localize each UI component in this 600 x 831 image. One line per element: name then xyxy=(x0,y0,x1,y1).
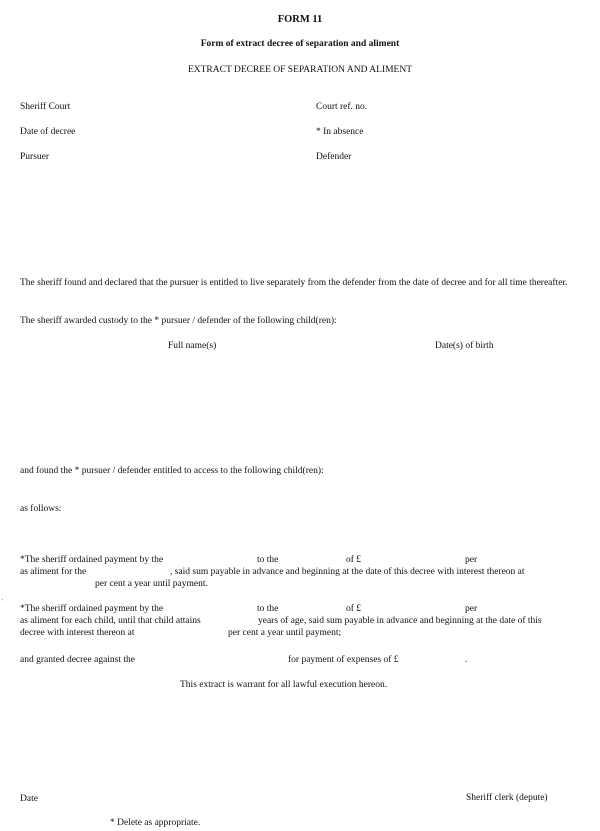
extract-heading: EXTRACT DECREE OF SEPARATION AND ALIMENT xyxy=(187,65,413,75)
aliment2-years-of-age: years of age, said sum payable in advance and beginning at the date of this xyxy=(258,616,542,626)
as-follows-label: as follows: xyxy=(20,504,62,514)
date-label: Date xyxy=(20,794,38,804)
full-names-header: Full name(s) xyxy=(168,341,217,351)
form-number: FORM 11 xyxy=(277,14,323,25)
date-of-decree-label: Date of decree xyxy=(20,127,76,137)
access-statement: and found the * pursuer / defender entitled to access to the following child(ren): xyxy=(20,466,324,476)
court-ref-label: Court ref. no. xyxy=(316,102,368,112)
aliment1-as-aliment-for-the: as aliment for the xyxy=(20,567,87,577)
sheriff-court-label: Sheriff Court xyxy=(20,102,71,112)
aliment2-per: per xyxy=(465,604,478,614)
aliment1-to-the: to the xyxy=(257,555,279,565)
aliment1-per-cent: per cent a year until payment. xyxy=(95,579,208,589)
sheriff-clerk-label: Sheriff clerk (depute) xyxy=(466,793,548,803)
expenses-for-payment: for payment of expenses of £ xyxy=(288,655,399,665)
pursuer-label: Pursuer xyxy=(20,152,50,162)
form-title: Form of extract decree of separation and aliment xyxy=(200,39,400,49)
separation-statement: The sheriff found and declared that the pursuer is entitled to live separately from the defender from the date of decree and for all time thereafter. xyxy=(20,278,568,288)
aliment1-per: per xyxy=(465,555,478,565)
aliment2-to-the: to the xyxy=(257,604,279,614)
footnote: * Delete as appropriate. xyxy=(110,818,201,828)
warrant-statement: This extract is warrant for all lawful execution hereon. xyxy=(180,680,388,690)
aliment1-said-sum: , said sum payable in advance and beginning at the date of this decree with interest thereon at xyxy=(170,567,525,577)
dates-of-birth-header: Date(s) of birth xyxy=(435,341,494,351)
aliment1-of-pound: of £ xyxy=(346,555,362,565)
custody-statement: The sheriff awarded custody to the * pursuer / defender of the following child(ren): xyxy=(20,316,337,326)
aliment2-of-pound: of £ xyxy=(346,604,362,614)
aliment2-as-aliment-each-child: as aliment for each child, until that child attains xyxy=(20,616,201,626)
stray-mark: ` xyxy=(1,598,4,607)
aliment2-ordained-payment: *The sheriff ordained payment by the xyxy=(20,604,164,614)
aliment2-decree-with-interest: decree with interest thereon at xyxy=(20,628,135,638)
aliment1-ordained-payment: *The sheriff ordained payment by the xyxy=(20,555,164,565)
aliment2-per-cent: per cent a year until payment; xyxy=(228,628,342,638)
defender-label: Defender xyxy=(316,152,352,162)
expenses-granted-decree: and granted decree against the xyxy=(20,655,135,665)
in-absence-label: * In absence xyxy=(316,127,364,137)
expenses-period: . xyxy=(465,655,468,665)
